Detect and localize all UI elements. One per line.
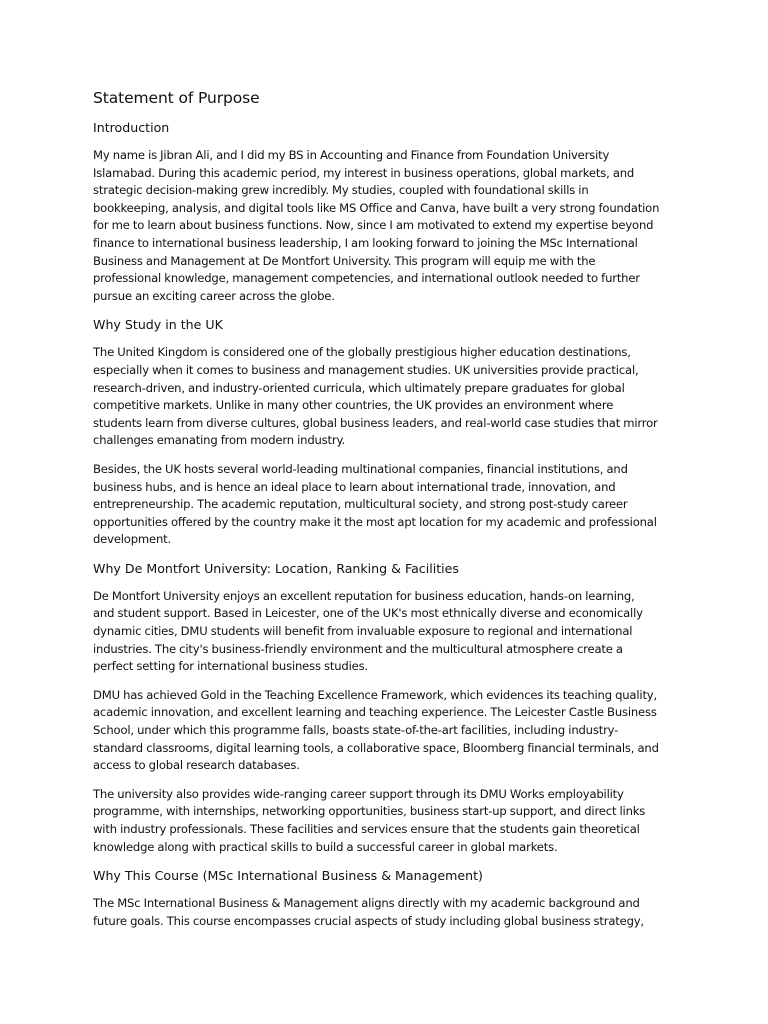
- paragraph-line: especially when it comes to business and management studies. UK universities provide practical,: [93, 362, 639, 377]
- paragraph-line: and student support. Based in Leicester, one of the UK's most ethnically diverse and economically: [93, 606, 643, 621]
- paragraph-line: Business and Management at De Montfort University. This program will equip me with the: [93, 253, 596, 268]
- paragraph-line: The university also provides wide-ranging career support through its DMU Works employability: [93, 786, 624, 801]
- paragraph-line: perfect setting for international business studies.: [93, 659, 368, 674]
- paragraph-line: Besides, the UK hosts several world-leading multinational companies, financial institutions, and: [93, 461, 628, 476]
- document-title: Statement of Purpose: [93, 89, 260, 107]
- paragraph-line: bookkeeping, analysis, and digital tools like MS Office and Canva, have built a very strong foundation: [93, 200, 660, 215]
- section-heading: Introduction: [93, 120, 170, 135]
- section-heading: Why Study in the UK: [93, 317, 223, 333]
- body-paragraph: [93, 687, 683, 775]
- paragraph-line: future goals. This course encompasses crucial aspects of study including global business strategy,: [93, 913, 644, 928]
- paragraph-line: access to global research databases.: [93, 758, 300, 773]
- paragraph-line: strategic decision-making grew incredibly. My studies, coupled with foundational skills in: [93, 183, 589, 198]
- paragraph-line: The MSc International Business & Management aligns directly with my academic background and: [93, 896, 640, 911]
- paragraph-line: challenges emanating from modern industry.: [93, 433, 346, 448]
- body-paragraph: [93, 588, 683, 676]
- paragraph-line: entrepreneurship. The academic reputation, multicultural society, and strong post-study career: [93, 497, 628, 512]
- paragraph-line: with industry professionals. These facilities and services ensure that the students gain theoretical: [93, 822, 640, 836]
- paragraph-line: industries. The city's business-friendly environment and the multicultural atmosphere create a: [93, 641, 623, 656]
- document-body: [93, 119, 683, 930]
- paragraph-line: professional knowledge, management competencies, and international outlook needed to further: [93, 271, 640, 286]
- paragraph-line: research-driven, and industry-oriented curricula, which ultimately prepare graduates for global: [93, 380, 625, 395]
- document-page: [93, 87, 683, 941]
- paragraph-line: The United Kingdom is considered one of the globally prestigious higher education destinations,: [93, 345, 631, 360]
- paragraph-line: Islamabad. During this academic period, my interest in business operations, global markets, and: [93, 165, 635, 180]
- paragraph-line: standard classrooms, digital learning tools, a collaborative space, Bloomberg financial terminals, and: [93, 740, 659, 755]
- paragraph-line: My name is Jibran Ali, and I did my BS in Accounting and Finance from Foundation University: [93, 148, 610, 162]
- paragraph-line: opportunities offered by the country make it the most apt location for my academic and professional: [93, 514, 657, 529]
- paragraph-line: development.: [93, 532, 172, 547]
- body-paragraph: [93, 895, 683, 930]
- paragraph-line: pursue an exciting career across the globe.: [93, 288, 335, 303]
- paragraph-line: DMU has achieved Gold in the Teaching Excellence Framework, which evidences its teaching quality,: [93, 687, 657, 702]
- body-paragraph: [93, 461, 683, 549]
- paragraph-line: dynamic cities, DMU students will benefit from invaluable exposure to regional and international: [93, 624, 633, 639]
- paragraph-line: De Montfort University enjoys an excellent reputation for business education, hands-on learning,: [93, 588, 635, 603]
- paragraph-line: finance to international business leadership, I am looking forward to joining the MSc International: [93, 235, 638, 250]
- section-heading: Why This Course (MSc International Business & Management): [93, 868, 483, 884]
- paragraph-line: for me to learn about business functions. Now, since I am motivated to extend my expertise beyond: [93, 218, 654, 233]
- paragraph-line: academic innovation, and excellent learning and teaching experience. The Leicester Castle Business: [93, 705, 657, 720]
- paragraph-line: students learn from diverse cultures, global business leaders, and real-world case studies that mirror: [93, 415, 658, 430]
- paragraph-line: competitive markets. Unlike in many other countries, the UK provides an environment where: [93, 398, 614, 413]
- body-paragraph: [93, 147, 683, 305]
- section-heading: Why De Montfort University: Location, Ranking & Facilities: [93, 560, 459, 576]
- body-paragraph: [93, 344, 683, 450]
- paragraph-line: business hubs, and is hence an ideal place to learn about international trade, innovation, and: [93, 479, 616, 494]
- paragraph-line: knowledge along with practical skills to build a successful career in global markets.: [93, 839, 558, 854]
- paragraph-line: School, under which this programme falls, boasts state-of-the-art facilities, including industry-: [93, 723, 619, 738]
- paragraph-line: programme, with internships, networking opportunities, business start-up support, and direct links: [93, 804, 646, 819]
- body-paragraph: [93, 786, 683, 856]
